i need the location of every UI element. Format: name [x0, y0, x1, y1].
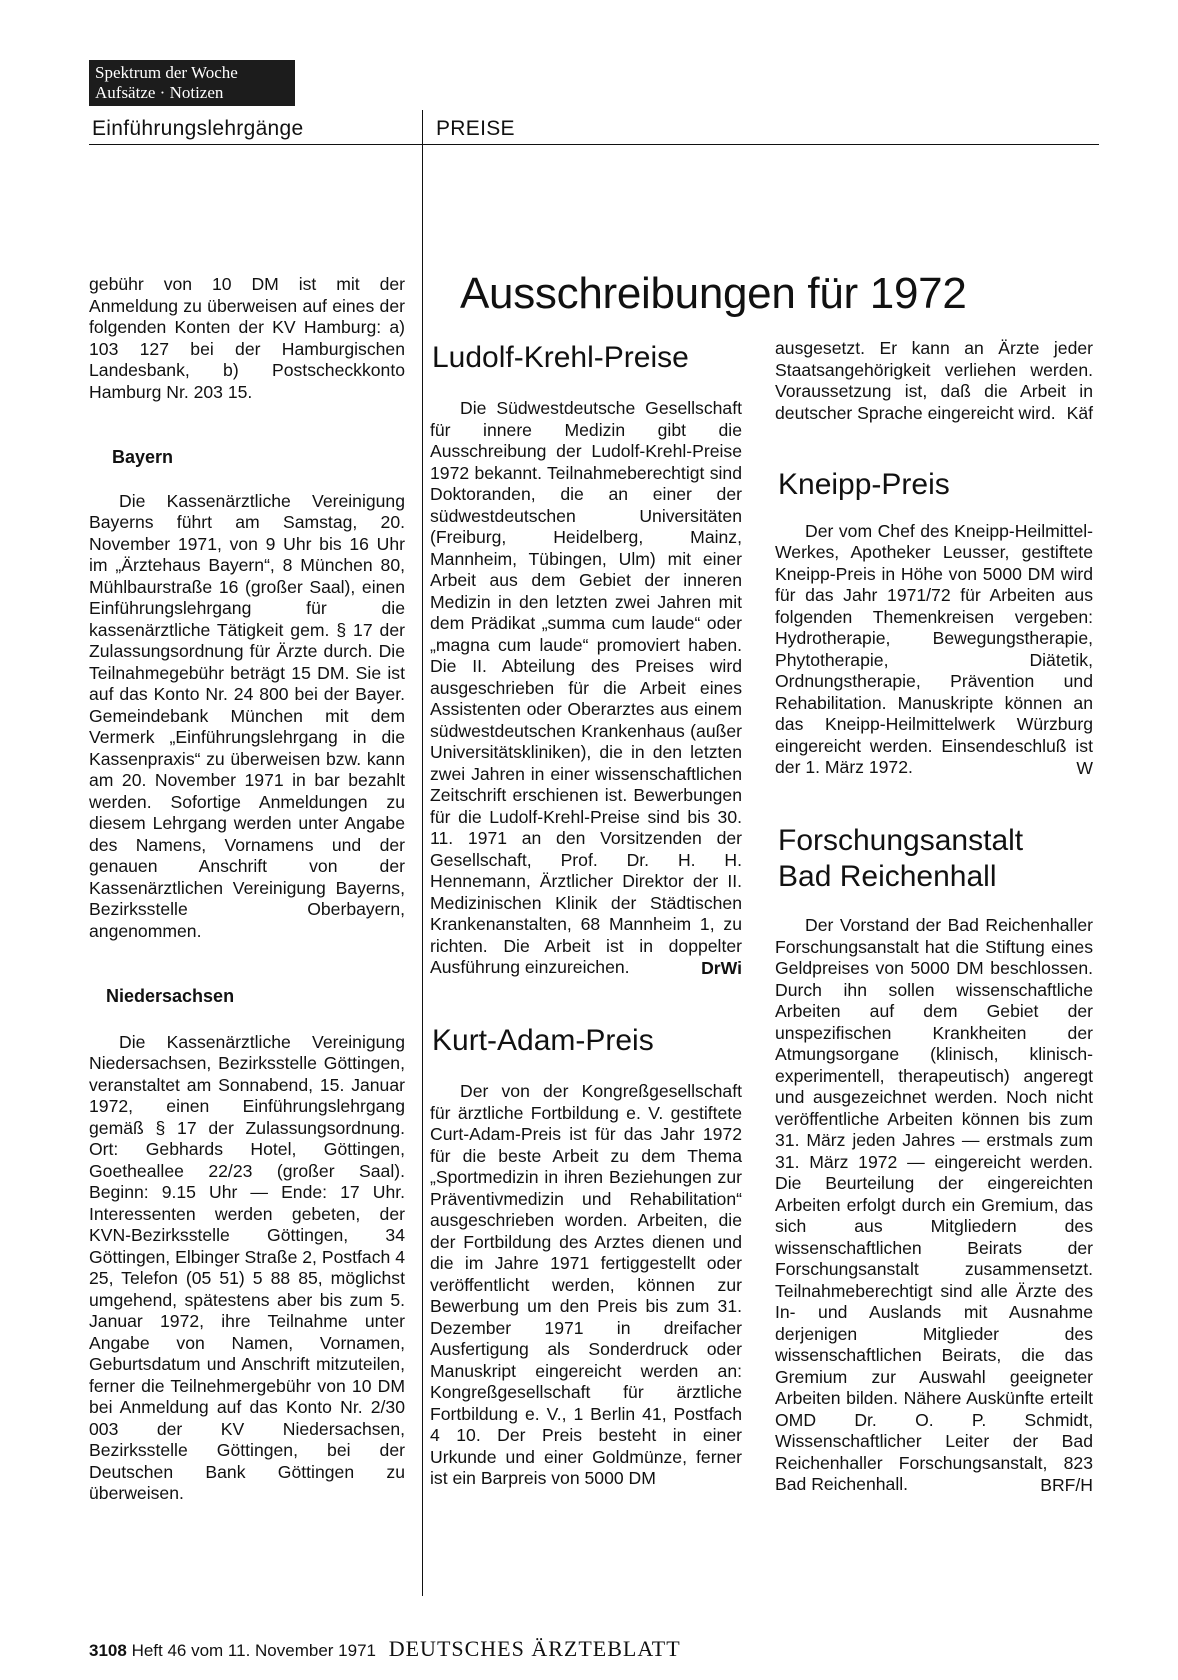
column-left — [89, 274, 405, 1505]
heading-krehl-preise: Ludolf-Krehl-Preise — [432, 341, 689, 374]
heading-reichenhall-line-2: Bad Reichenhall — [778, 860, 997, 893]
heading-niedersachsen: Niedersachsen — [106, 986, 235, 1006]
paragraph-niedersachsen: Die Kassenärztliche Vereinigung Niedersachsen, Bezirksstelle Göttingen, veranstaltet am Sonnabend, 15. Januar 1972, einen Einführungslehrgang gemäß § 17 der Zulassungsordnung. Ort: Gebhards Hotel, Göttingen, Goetheallee 22/23 (großer Saal). Beginn: 9.15 Uhr — Ende: 17 Uhr. Interessenten werden gebeten, der KVN-Bezirksstelle Göttingen, 34 Göttingen, Elbinger Straße 2, Postfach 4 25, Telefon (05 51) 5 88 85, möglichst umgehend, spätestens aber bis zum 5. Januar 1972, ihre Teilnahme unter Angabe von Namen, Vornamen, Geburtsdatum und Anschrift mitzuteilen, ferner die Teilnehmergebühr von 10 DM bei Anmeldung auf das Konto Nr. 2/30 003 der KV Niedersachsen, Bezirksstelle Göttingen, bei der Deutschen Bank Göttingen zu überweisen. — [89, 1031, 405, 1503]
section-label-right: PREISE — [436, 117, 515, 140]
column-right — [775, 338, 1093, 1496]
signature-reichenhall: BRF/H — [1040, 1474, 1093, 1495]
issue-info: Heft 46 vom 11. November 1971 — [131, 1641, 376, 1660]
paragraph-kneipp-preis: Der vom Chef des Kneipp-Heilmittel-Werkes, Apotheker Leusser, gestiftete Kneipp-Preis in Höhe von 5000 DM wird für das Jahr 1971/72 für Arbeiten aus folgenden Themenkreisen vergeben: Hydrotherapie, Bewegungstherapie, Phytotherapie, Diätetik, Ordnungstherapie, Prävention und Rehabilitation. Manuskripte können an das Kneipp-Heilmittelwerk Würzburg eingereicht werden. Einsendeschluß ist der 1. März 1972. — [775, 520, 1093, 777]
paragraph-bayern: Die Kassenärztliche Vereinigung Bayerns führt am Samstag, 20. November 1971, von 9 Uhr bis 16 Uhr im „Ärztehaus Bayern“, 8 München 80, Mühlbaurstraße 16 (großer Saal), einen Einführungslehrgang für die kassenärztliche Tätigkeit gem. § 17 der Zulassungsordnung für Ärzte durch. Die Teilnahmegebühr beträgt 15 DM. Sie ist auf das Konto Nr. 24 800 bei der Bayer. Gemeindebank München mit dem Vermerk „Einführungslehrgang in die Kassenpraxis“ zu überweisen bzw. kann am 20. November 1971 in bar bezahlt werden. Sofortige Anmeldungen zu diesem Lehrgang werden unter Angabe des Namens, Vornamens und der genauen Anschrift von der Kassenärztlichen Vereinigung Bayerns, Bezirksstelle Oberbayern, angenommen. — [89, 490, 405, 941]
heading-reichenhall-line-1: Forschungsanstalt — [778, 824, 1024, 857]
column-middle — [430, 340, 742, 1490]
masthead-line-1: Spektrum der Woche — [95, 63, 238, 82]
column-divider — [422, 110, 423, 1596]
masthead — [89, 60, 295, 106]
publication-name: DEUTSCHES ÄRZTEBLATT — [388, 1636, 681, 1661]
signature-kneipp: W — [1076, 757, 1093, 778]
masthead-line-2: Aufsätze · Notizen — [95, 83, 224, 102]
top-rule — [89, 144, 1099, 145]
intro-paragraph: gebühr von 10 DM ist mit der Anmeldung zu überweisen auf eines der folgenden Konten der KV Hamburg: a) 103 127 bei der Hamburgischen Landesbank, b) Postscheckkonto Hamburg Nr. 203 15. — [89, 274, 405, 402]
main-title: Ausschreibungen für 1972 — [460, 269, 967, 318]
signature-krehl: DrWi — [701, 957, 742, 978]
section-label-left: Einführungslehrgänge — [92, 117, 304, 140]
signature-continued: Käf — [1066, 403, 1093, 423]
footer — [89, 1636, 681, 1662]
paragraph-reichenhall: Der Vorstand der Bad Reichenhaller Forschungsanstalt hat die Stiftung eines Geldpreises von 5000 DM beschlossen. Durch ihn sollen wissenschaftliche Arbeiten auf dem Gebiet der unspezifischen Krankheiten der Atmungsorgane (klinisch, klinisch-experimentell, therapeutisch) angeregt und ausgezeichnet werden. Noch nicht veröffentliche Arbeiten können bis zum 31. März jeden Jahres — erstmals zum 31. März 1972 — eingereicht werden. Die Beurteilung der eingereichten Arbeiten erfolgt durch ein Gremium, das sich aus Mitgliedern des wissenschaftlichen Beirats der Forschungsanstalt zusammensetzt. Teilnahmeberechtigt sind alle Ärzte des In- und Auslands mit Ausnahme derjenigen Mitglieder des wissenschaftlichen Beirats, die das Gremium zur Auswahl geeigneter Arbeiten bilden. Nähere Auskünfte erteilt OMD Dr. O. P. Schmidt, Wissenschaftlicher Leiter der Bad Reichenhaller Forschungsanstalt, 823 Bad Reichenhall. — [775, 915, 1093, 1494]
paragraph-krehl-preise: Die Südwestdeutsche Gesellschaft für innere Medizin gibt die Ausschreibung der Ludolf-Krehl-Preise 1972 bekannt. Teilnahmeberechtigt sind Doktoranden, die an einer der südwestdeutschen Universitäten (Freiburg, Heidelberg, Mainz, Mannheim, Tübingen, Ulm) mit einer Arbeit aus dem Gebiet der inneren Medizin in den letzten zwei Jahren mit dem Prädikat „summa cum laude“ oder „magna cum laude“ promoviert haben. Die II. Abteilung des Preises wird ausgeschrieben für die Arbeit eines Assistenten oder Oberarztes aus einem südwestdeutschen Krankenhaus (außer Universitätskliniken), die in den letzten zwei Jahren in einer wissenschaftlichen Zeitschrift erschienen ist. Bewerbungen für die Ludolf-Krehl-Preise sind bis 30. 11. 1971 an den Vorsitzenden der Gesellschaft, Prof. Dr. H. H. Hennemann, Ärztlicher Direktor der II. Medizinischen Klinik der Städtischen Krankenanstalten, 68 Mannheim 1, zu richten. Die Arbeit ist in doppelter Ausführung einzureichen. — [430, 398, 742, 977]
page-number: 3108 — [89, 1641, 127, 1660]
heading-kneipp-preis: Kneipp-Preis — [778, 467, 950, 501]
paragraph-adam-preis: Der von der Kongreßgesellschaft für ärztliche Fortbildung e. V. gestiftete Curt-Adam-Preis ist für das Jahr 1972 für die beste Arbeit zu dem Thema „Sportmedizin in ihren Beziehungen zur Präventivmedizin und Rehabilitation“ ausgeschrieben worden. Arbeiten, die der Fortbildung des Arztes dienen und die im Jahre 1971 fertiggestellt oder veröffentlicht werden, können zur Bewerbung um den Preis bis zum 31. Dezember 1971 in dreifacher Ausfertigung als Sonderdruck oder Manuskript eingereicht werden an: Kongreßgesellschaft für ärztliche Fortbildung e. V., 1 Berlin 41, Postfach 4 10. Der Preis besteht in einer Urkunde und einer Goldmünze, ferner ist ein Barpreis von 5000 DM — [430, 1081, 742, 1488]
heading-bayern: Bayern — [112, 447, 174, 467]
heading-adam-preis: Kurt-Adam-Preis — [432, 1024, 654, 1057]
paragraph-continued: ausgesetzt. Er kann an Ärzte jeder Staatsangehörigkeit verliehen werden. Voraussetzung ist, daß die Arbeit in deutscher Sprache eingereicht wird. — [775, 338, 1093, 423]
